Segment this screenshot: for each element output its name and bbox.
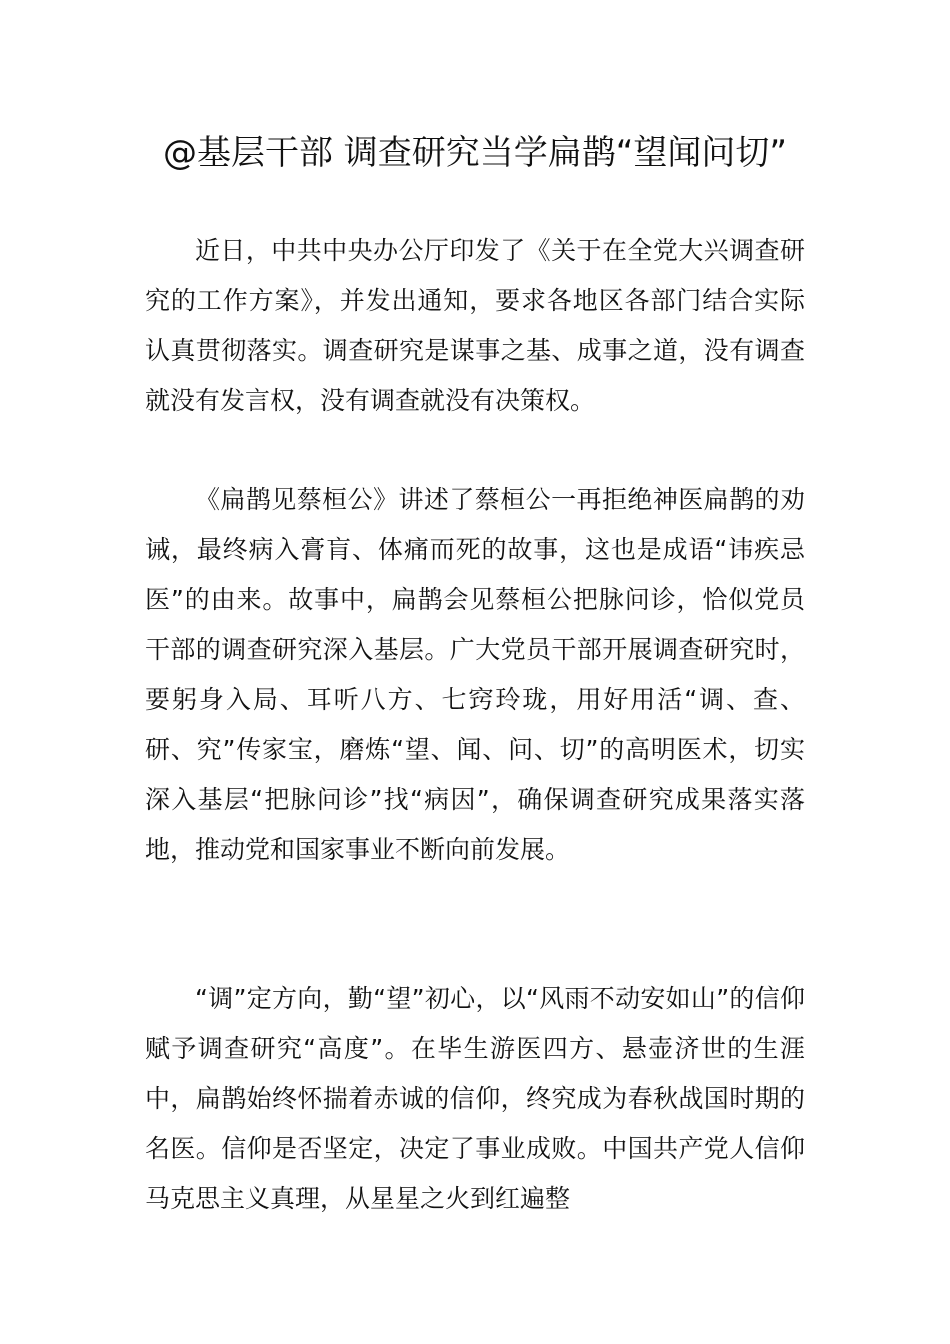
document-title: @基层干部 调查研究当学扁鹊“望闻问切” — [162, 133, 788, 173]
paragraph-bianque-story: 《扁鹊见蔡桓公》讲述了蔡桓公一再拒绝神医扁鹊的劝诫，最终病入膏肓、体痛而死的故事，这也是成语“讳疾忌医”的由来。故事中，扁鹊会见蔡桓公把脉问诊，恰似党员干部的调查研究深入基层。广大党员干部开展调查研究时，要躬身入局、耳听八方、七窍玲珑，用好用活“调、查、研、究”传家宝，磨炼“望、闻、问、切”的高明医术，切实深入基层“把脉问诊”找“病因”，确保调查研究成果落实落地，推动党和国家事业不断向前发展。 — [145, 485, 805, 864]
paragraph-tiao-direction: “调”定方向，勤“望”初心，以“风雨不动安如山”的信仰赋予调查研究“高度”。在毕生游医四方、悬壶济世的生涯中，扁鹊始终怀揣着赤诚的信仰，终究成为春秋战国时期的名医。信仰是否坚定，决定了事业成败。中国共产党人信仰马克思主义真理，从星星之火到红遍整 — [145, 984, 805, 1213]
paragraph-intro: 近日，中共中央办公厅印发了《关于在全党大兴调查研究的工作方案》，并发出通知，要求各地区各部门结合实际认真贯彻落实。调查研究是谋事之基、成事之道，没有调查就没有发言权，没有调查就没有决策权。 — [145, 236, 805, 415]
